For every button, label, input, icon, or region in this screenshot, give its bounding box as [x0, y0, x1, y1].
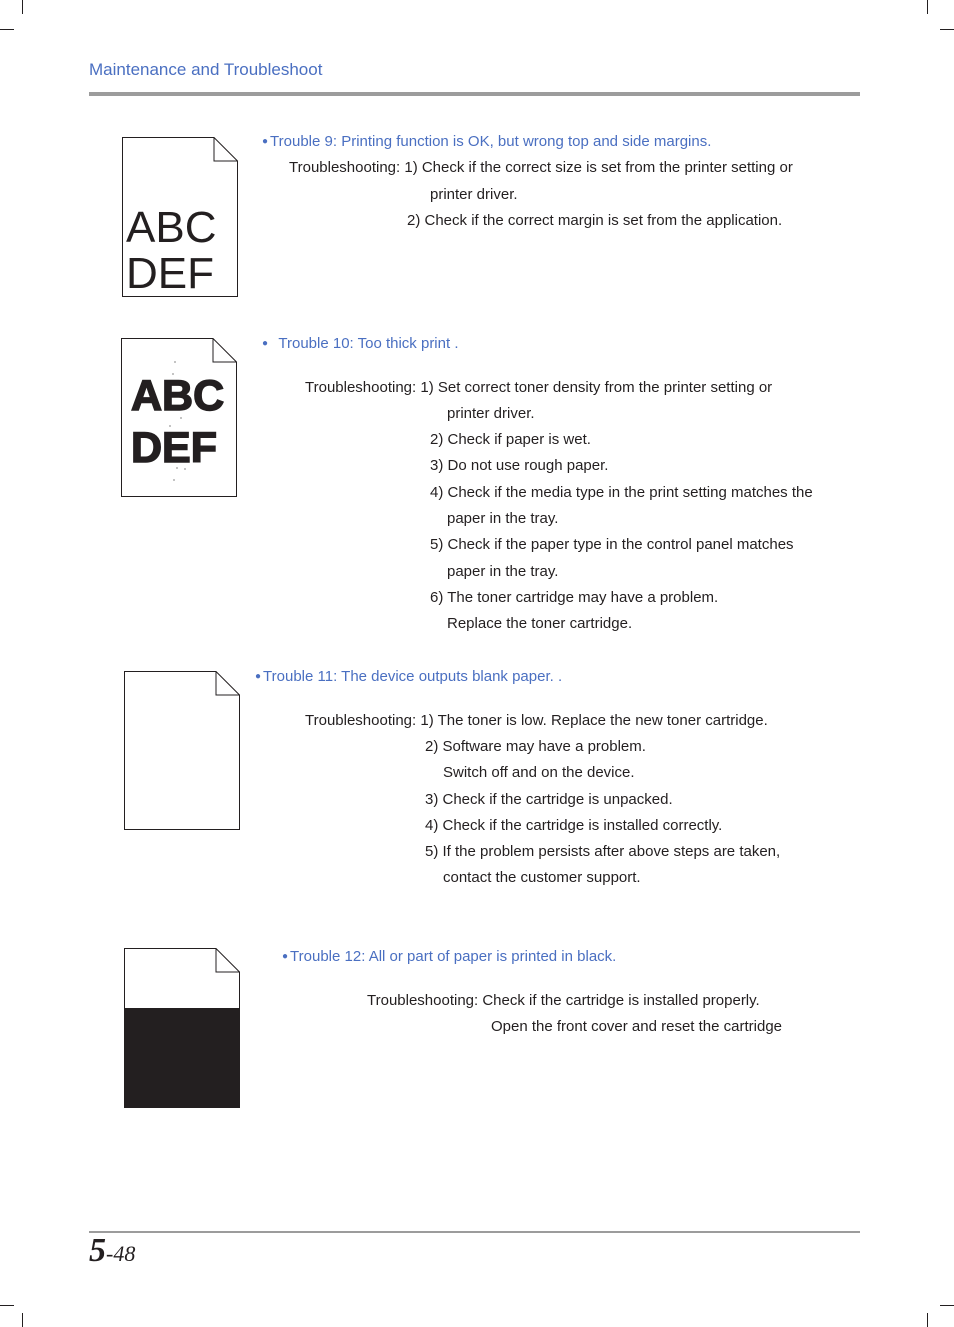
trouble11-line: 5) If the problem persists after above steps are taken,	[425, 843, 781, 860]
trouble12-title: ● Trouble 12: All or part of paper is printed in black.	[282, 948, 617, 965]
crop-mark	[0, 1305, 14, 1306]
trouble10-line: 4) Check if the media type in the print setting matches the	[430, 484, 813, 501]
trouble10-line: 5) Check if the paper type in the control panel matches	[430, 536, 794, 553]
crop-mark	[22, 0, 23, 14]
trouble12-line: Open the front cover and reset the cartridge	[491, 1018, 782, 1035]
bullet-icon: ●	[282, 951, 289, 962]
trouble12-sample-page	[124, 948, 240, 1108]
trouble9-line: printer driver.	[430, 186, 518, 203]
bullet-icon: ●	[262, 338, 269, 349]
trouble10-line: paper in the tray.	[447, 563, 559, 580]
trouble11-line: Switch off and on the device.	[443, 764, 635, 781]
page-number	[89, 1232, 135, 1270]
trouble11-line: 3) Check if the cartridge is unpacked.	[425, 791, 673, 808]
trouble11-line: Troubleshooting: 1) The toner is low. Replace the new toner cartridge.	[305, 712, 768, 729]
header-rule	[89, 92, 860, 96]
trouble10-line: 2) Check if paper is wet.	[430, 431, 591, 448]
trouble9-line: Troubleshooting: 1) Check if the correct size is set from the printer setting or	[289, 159, 793, 176]
trouble12-line: Troubleshooting: Check if the cartridge is installed properly.	[367, 992, 760, 1009]
trouble11-line: contact the customer support.	[443, 869, 641, 886]
trouble10-line: 3) Do not use rough paper.	[430, 457, 609, 474]
footer-rule	[89, 1231, 860, 1233]
crop-mark	[927, 1313, 928, 1327]
page-index: -48	[106, 1241, 136, 1266]
chapter-number: 5	[89, 1232, 106, 1269]
bullet-icon: ●	[262, 136, 269, 147]
trouble9-title: ● Trouble 9: Printing function is OK, but wrong top and side margins.	[262, 133, 712, 150]
trouble10-sample-text: ABC DEF	[131, 372, 225, 472]
crop-mark	[927, 0, 928, 14]
trouble9-line: 2) Check if the correct margin is set from the application.	[407, 212, 783, 229]
trouble10-line: Replace the toner cartridge.	[447, 615, 633, 632]
trouble10-line: printer driver.	[447, 405, 535, 422]
trouble9-sample-page	[122, 137, 238, 297]
trouble10-line: Troubleshooting: 1) Set correct toner density from the printer setting or	[305, 379, 773, 396]
crop-mark	[940, 1305, 954, 1306]
trouble10-line: paper in the tray.	[447, 510, 559, 527]
trouble11-line: 2) Software may have a problem.	[425, 738, 646, 755]
crop-mark	[940, 29, 954, 30]
bullet-icon: ●	[255, 671, 262, 682]
trouble10-sample-page	[121, 338, 237, 498]
header-title: Maintenance and Troubleshoot	[89, 60, 323, 79]
trouble9-sample-text: ABC DEF	[126, 203, 217, 298]
trouble11-sample-page	[124, 671, 240, 831]
trouble10-title: ● Trouble 10: Too thick print .	[262, 335, 459, 352]
trouble11-title: ● Trouble 11: The device outputs blank paper. .	[255, 668, 563, 685]
trouble11-line: 4) Check if the cartridge is installed correctly.	[425, 817, 723, 834]
trouble10-line: 6) The toner cartridge may have a problem.	[430, 589, 719, 606]
crop-mark	[0, 29, 14, 30]
crop-mark	[22, 1313, 23, 1327]
